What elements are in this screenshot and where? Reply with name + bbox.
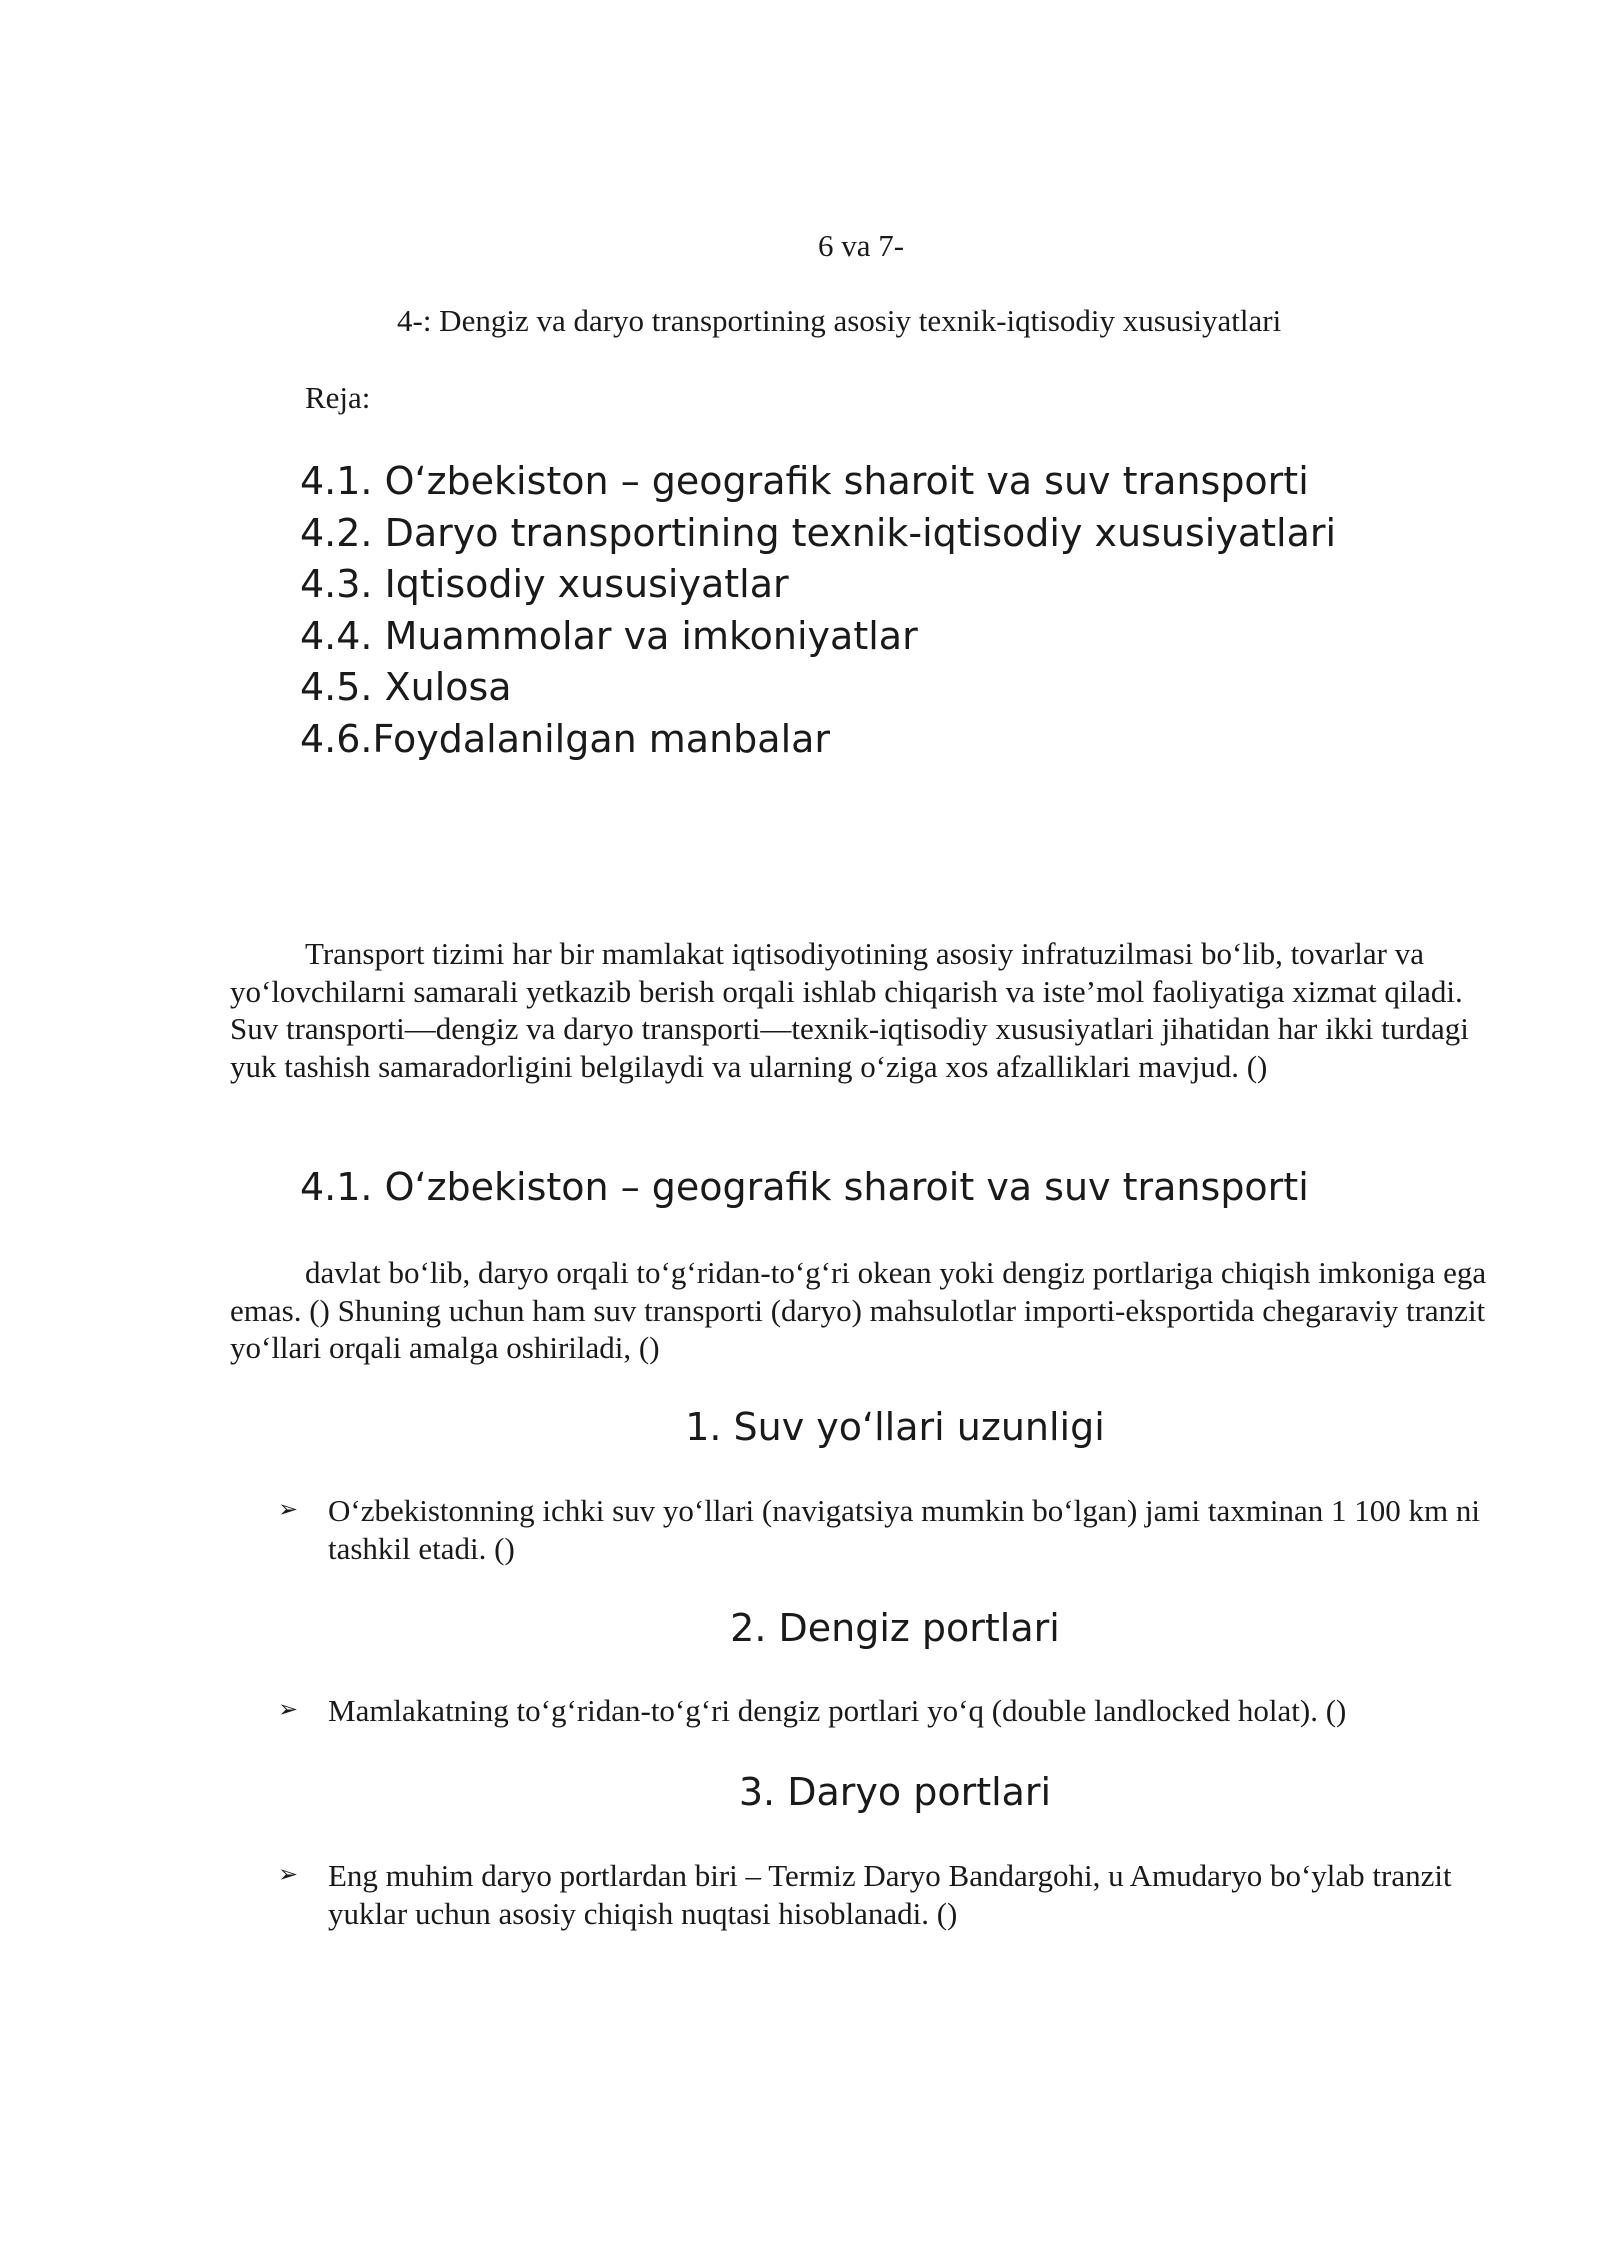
bullet-arrow-icon: ➢	[278, 1862, 299, 1888]
plan-item: 4.5. Xulosa	[300, 665, 512, 709]
plan-item: 4.6.Foydalanilgan manbalar	[300, 716, 831, 761]
bullet-text: Mamlakatning to‘g‘ridan-to‘g‘ri dengiz portlari yo‘q (double landlocked holat). ()	[328, 1693, 1347, 1728]
intro-paragraph: Transport tizimi har bir mamlakat iqtisodiyotining asosiy infratuzilmasi bo‘lib, tovarlar va yo‘lovchilarni samarali yetkazib berish orqali ishlab chiqarish va iste’mol faoliyatiga xizmat qiladi. Suv transporti—dengiz va daryo transporti—texnik-iqtisodiy xususiyatlari jihatidan har ikki turdagi yuk tashish samaradorligini belgilaydi va ularning o‘ziga xos afzalliklari mavjud. ()	[230, 936, 1469, 1084]
bullet-item	[278, 1692, 1498, 1730]
page-number: 6 va 7-	[817, 228, 905, 263]
subsection-heading: 1. Suv yo‘llari uzunligi	[685, 1405, 1105, 1449]
bullet-arrow-icon: ➢	[278, 1697, 299, 1723]
bullet-arrow-icon: ➢	[278, 1497, 299, 1523]
bullet-item	[278, 1857, 1498, 1932]
section-paragraph: davlat bo‘lib, daryo orqali to‘g‘ridan-to‘g‘ri okean yoki dengiz portlariga chiqish imkoniga ega emas. () Shuning uchun ham suv transporti (daryo) mahsulotlar importi-eksportida chegaraviy tranzit yo‘llari orqali amalga oshiriladi, ()	[230, 1255, 1487, 1365]
bullet-text: Eng muhim daryo portlardan biri – Termiz Daryo Bandargohi, u Amudaryo bo‘ylab tranzit yuklar uchun asosiy chiqish nuqtasi hisoblanadi. ()	[328, 1858, 1452, 1931]
plan-list	[300, 456, 1336, 765]
plan-item: 4.4. Muammolar va imkoniyatlar	[300, 613, 918, 658]
section-heading: 4.1. O‘zbekiston – geografik sharoit va suv transporti	[300, 1165, 1309, 1209]
plan-item: 4.2. Daryo transportining texnik-iqtisodiy xususiyatlari	[300, 510, 1337, 555]
bullet-item	[278, 1492, 1498, 1567]
subsection-heading: 3. Daryo portlari	[738, 1770, 1052, 1814]
document-title: 4-: Dengiz va daryo transportining asosiy texnik-iqtisodiy xususiyatlari	[397, 303, 1282, 338]
bullet-text: O‘zbekistonning ichki suv yo‘llari (navigatsiya mumkin bo‘lgan) jami taxminan 1 100 km ni tashkil etadi. ()	[328, 1493, 1480, 1566]
subsection-heading: 2. Dengiz portlari	[730, 1606, 1060, 1650]
plan-label: Reja:	[305, 380, 371, 415]
plan-item: 4.1. O‘zbekiston – geografik sharoit va suv transporti	[300, 459, 1309, 503]
plan-item: 4.3. Iqtisodiy xususiyatlar	[300, 562, 789, 606]
